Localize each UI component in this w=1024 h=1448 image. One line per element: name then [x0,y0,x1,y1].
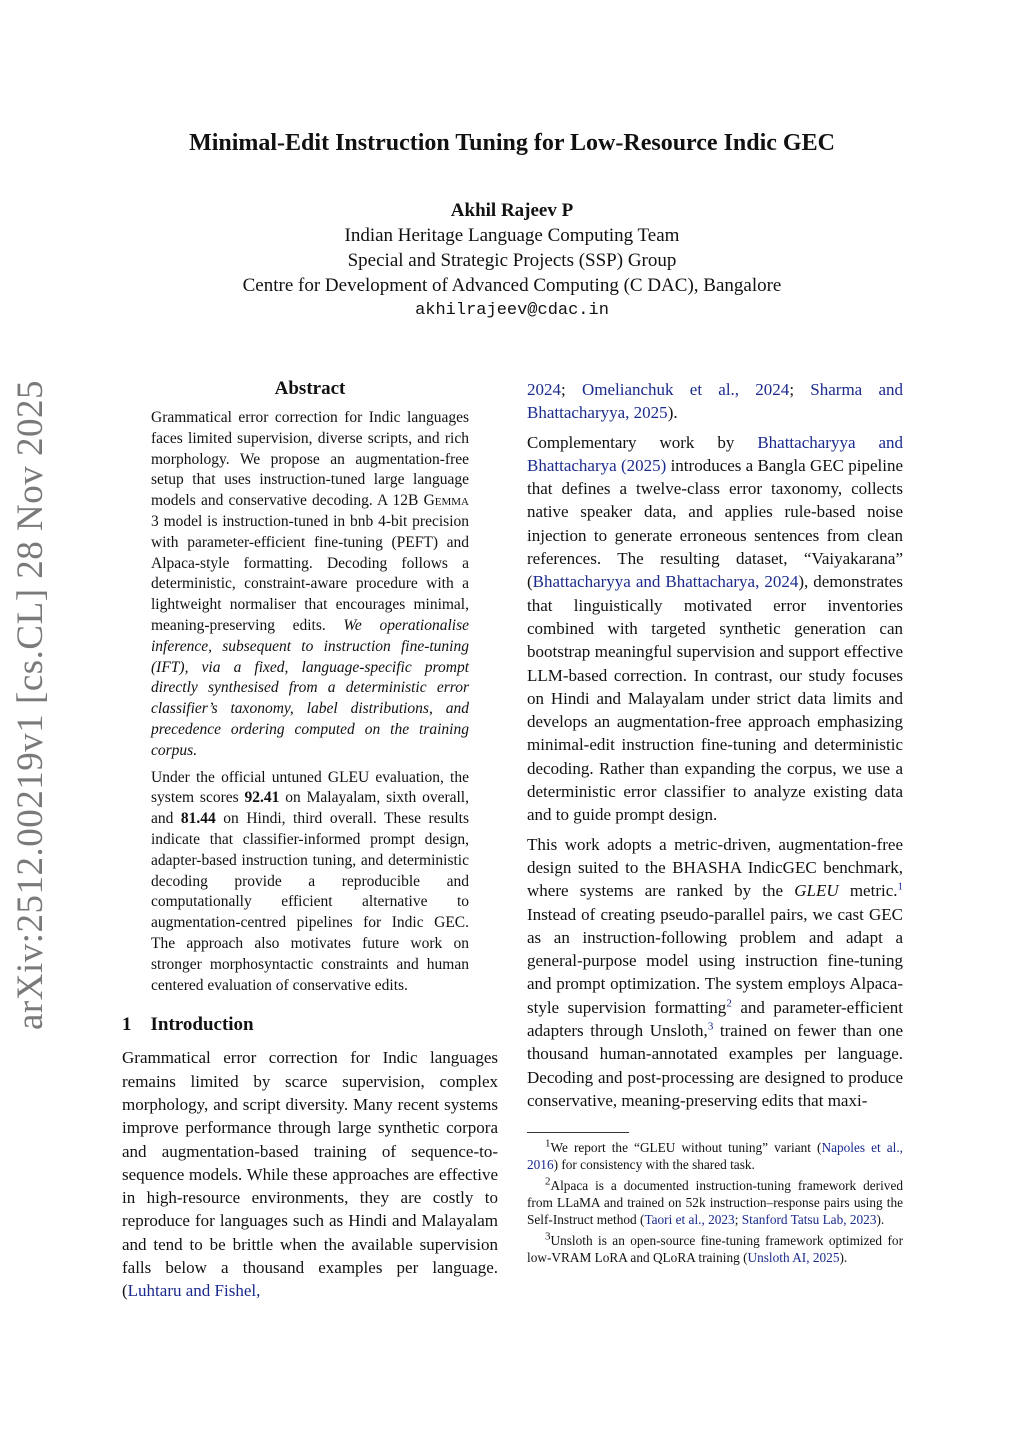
body-text: and parameter-efficient adapters through Unsloth, [527,997,903,1041]
body-text: Complementary work by [527,432,758,452]
body-text: metric. [838,881,898,901]
footnote-marker[interactable]: 1 [897,880,904,893]
body-text: trained on fewer than one thousand human-annotated examples per language. Decoding and post-processing are designed to produce conservative, meaning-preserving edits that maxi- [527,1021,904,1110]
metric-name: GLEU [794,881,839,901]
intro-paragraph-1 [122,1046,498,1302]
citation-separator: ; [734,1212,742,1228]
body-text: ), demonstrates that linguistically motivated error inventories combined with targeted synthetic generation can bootstrap meaningful supervision and support effective LLM-based correction. In contrast, our study focuses on Hindi and Malayalam under strict data limits and develops an augmentation-free approach emphasizing minimal-edit instruction fine-tuning and deterministic decoding. Rather than expanding the corpus, we use a deterministic error classifier to analyze existing data and to guide prompt design. [527,572,903,825]
affiliation-team: Indian Heritage Language Computing Team [344,225,680,246]
affiliation-centre: Centre for Development of Advanced Computing (C DAC), Bangalore [242,275,782,296]
arxiv-identifier: arXiv:2512.00219v1 [cs.CL] 28 Nov 2025 [10,380,51,1030]
footnote-number: 3 [545,1230,551,1243]
abstract-text: on Malayalam, sixth overall, and [151,789,469,828]
citation-link[interactable]: Sharma and Bhattacharyya, 2025 [527,380,903,423]
abstract-text: Under the official untuned GLEU evaluation, the system scores [151,768,469,807]
body-text: Instead of creating pseudo-parallel pairs, we cast GEC as an instruction-following problem and adapt a general-purpose model using instruction fine-tuning and prompt optimization. The system employs Alpaca-style supervision formatting [527,904,903,1017]
body-text: Grammatical error correction for Indic languages remains limited by scarce supervision, complex morphology, and script diversity. Many recent systems improve performance through large synthetic corpora and augmentation-based training of sequence-to-sequence models. While these approaches are effective in high-resource environments, they are costly to reproduce for languages such as Hindi and Malayalam and tend to be brittle when the available supervision falls below a thousand examples per language. ( [122,1048,498,1301]
citation-link[interactable]: Stanford Tatsu Lab, 2023 [741,1212,877,1228]
body-text: introduces a Bangla GEC pipeline that defines a twelve-class error taxonomy, collects native speaker data, and applies rule-based noise injection to generate erroneous sentences from clean references. The resulting dataset, “Vaiyakarana” ( [527,455,904,592]
footnote-text: ). [839,1250,848,1266]
abstract-paragraph-1 [151,408,469,762]
citation-link[interactable]: Luhtaru and Fishel, [127,1281,261,1301]
body-text: This work adopts a metric-driven, augmentation-free design suited to the BHASHA IndicGEC benchmark, where systems are ranked by the [527,834,903,901]
citation-link[interactable]: Napoles et al., 2016 [527,1140,903,1173]
left-column [122,378,498,1309]
right-column [527,378,903,1270]
intro-paragraph-1-continued [527,378,903,425]
paper-title: Minimal-Edit Instruction Tuning for Low-Resource Indic GEC [189,130,835,156]
footnote-text: ). [876,1212,885,1228]
author-name: Akhil Rajeev P [450,200,574,221]
citation-link[interactable]: Unsloth AI, 2025 [747,1250,840,1266]
section-number: 1 [122,1014,132,1036]
author-block [0,198,1024,323]
footnote-text: Alpaca is a documented instruction-tuning framework derived from LLaMA and trained on 52k instruction–response pairs using the Self-Instruct method ( [527,1178,903,1228]
citation-link[interactable]: Omelianchuk et al., 2024 [581,380,790,399]
footnote-text: ) for consistency with the shared task. [553,1157,755,1173]
section-heading-introduction [122,1014,498,1036]
abstract-text: on Hindi, third overall. These results indicate that classifier-informed prompt design, adapter-based instruction tuning, and deterministic decoding provide a reproducible and computationally efficient alternative to augmentation-centred pipelines for Indic GEC. The approach also motivates future work on stronger morphosyntactic constraints and human centered evaluation of conservative edits. [151,810,469,994]
section-title: Introduction [150,1014,254,1036]
author-email[interactable]: akhilrajeev@cdac.in [415,301,609,320]
citation-link[interactable]: Bhattacharyya and Bhattacharya (2025) [527,432,903,475]
footnote-number: 1 [545,1137,551,1150]
affiliation-group: Special and Strategic Projects (SSP) Group [347,250,677,271]
footnote-text: We report the “GLEU without tuning” variant ( [550,1140,822,1156]
citation-link[interactable]: Taori et al., 2023 [644,1212,735,1228]
abstract-paragraph-2 [151,768,469,997]
citation-link[interactable]: 2024 [527,380,561,399]
abstract-italic-text: We operationalise inference, subsequent to instruction fine-tuning (IFT), via a fixed, language-specific prompt directly synthesised from a deterministic error classifier’s taxonomy, label distributions, and precedence ordering computed on the training corpus. [151,616,469,759]
abstract-section [122,378,498,996]
footnote-marker[interactable]: 3 [707,1020,714,1033]
abstract-text: 3 model is instruction-tuned in bnb 4-bit precision with parameter-efficient fine-tuning (PEFT) and Alpaca-style formatting. Decoding follows a deterministic, constraint-aware procedure with a lightweight normaliser that encourages minimal, meaning-preserving edits. [151,512,469,634]
abstract-heading: Abstract [274,378,346,399]
citation-separator: ; [561,380,582,399]
score-malayalam: 92.41 [244,789,280,807]
citation-link[interactable]: Bhattacharyya and Bhattacharya, 2024 [532,572,799,592]
intro-paragraph-3 [527,833,903,1113]
model-name: Gemma [423,492,469,510]
intro-paragraph-2 [527,431,903,827]
footnote-divider [527,1132,629,1133]
footnote-number: 2 [545,1175,551,1188]
footnote-3 [527,1232,903,1266]
score-hindi: 81.44 [180,810,216,828]
footnote-text: Unsloth is an open-source fine-tuning framework optimized for low-VRAM LoRA and QLoRA training ( [527,1233,903,1266]
footnote-marker[interactable]: 2 [726,997,732,1010]
footnote-1 [527,1139,903,1173]
body-text: ). [667,403,678,423]
citation-separator: ; [789,380,811,399]
footnote-2 [527,1177,903,1228]
abstract-text: Grammatical error correction for Indic languages faces limited supervision, diverse scripts, and rich morphology. We propose an augmentation-free setup that uses instruction-tuned large language models and conservative decoding. A 12B [151,409,469,510]
